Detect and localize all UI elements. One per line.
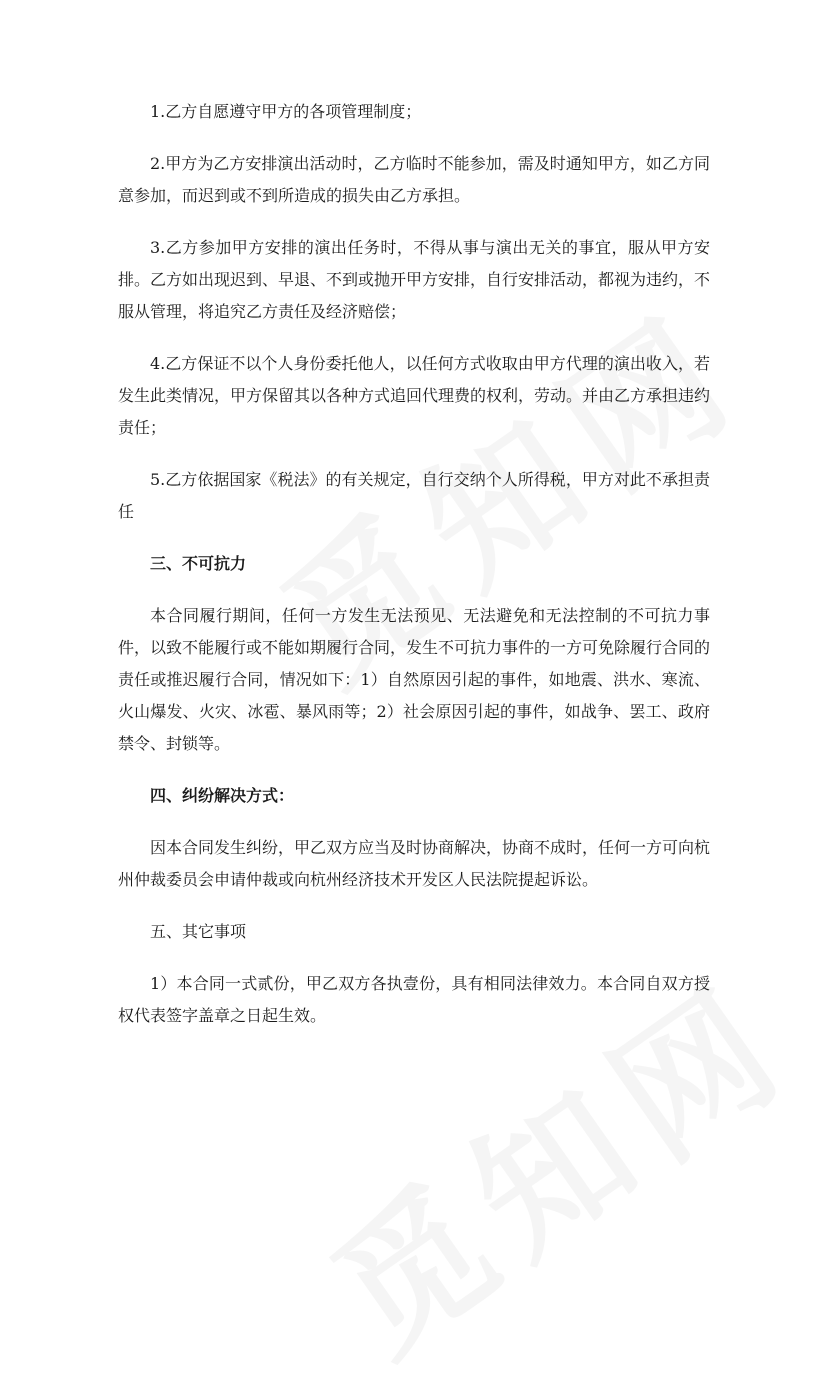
clause-2: 2.甲方为乙方安排演出活动时，乙方临时不能参加，需及时通知甲方，如乙方同意参加，而迟到或不到所造成的损失由乙方承担。 — [118, 154, 710, 205]
clause-5: 5.乙方依据国家《税法》的有关规定，自行交纳个人所得税，甲方对此不承担责任 — [118, 470, 710, 521]
clause-3: 3.乙方参加甲方安排的演出任务时，不得从事与演出无关的事宜，服从甲方安排。乙方如出现迟到、早退、不到或抛开甲方安排，自行安排活动，都视为违约，不服从管理，将追究乙方责任及经济赔偿； — [118, 238, 711, 321]
section-heading-other: 五、其它事项 — [150, 922, 247, 941]
dispute-text: 因本合同发生纠纷，甲乙双方应当及时协商解决，协商不成时，任何一方可向杭州仲裁委员会申请仲裁或向杭州经济技术开发区人民法院提起诉讼。 — [118, 838, 711, 889]
section-heading-dispute: 四、纠纷解决方式： — [150, 786, 295, 805]
force-majeure-text: 本合同履行期间，任何一方发生无法预见、无法避免和无法控制的不可抗力事件，以致不能履行或不能如期履行合同，发生不可抗力事件的一方可免除履行合同的责任或推迟履行合同，情况如下：1）自然原因引起的事件，如地震、洪水、寒流、火山爆发、火灾、冰雹、暴风雨等；2）社会原因引起的事件，如战争、罢工、政府禁令、封锁等。 — [118, 606, 711, 753]
clause-1: 1.乙方自愿遵守甲方的各项管理制度； — [150, 102, 422, 121]
document-body — [118, 96, 710, 1052]
other-matters-text: 1）本合同一式贰份，甲乙双方各执壹份，具有相同法律效力。本合同自双方授权代表签字盖章之日起生效。 — [118, 974, 710, 1025]
section-heading-force-majeure: 三、不可抗力 — [150, 554, 247, 573]
clause-4: 4.乙方保证不以个人身份委托他人，以任何方式收取由甲方代理的演出收入，若发生此类情况，甲方保留其以各种方式追回代理费的权利，劳动。并由乙方承担违约责任； — [118, 354, 711, 437]
